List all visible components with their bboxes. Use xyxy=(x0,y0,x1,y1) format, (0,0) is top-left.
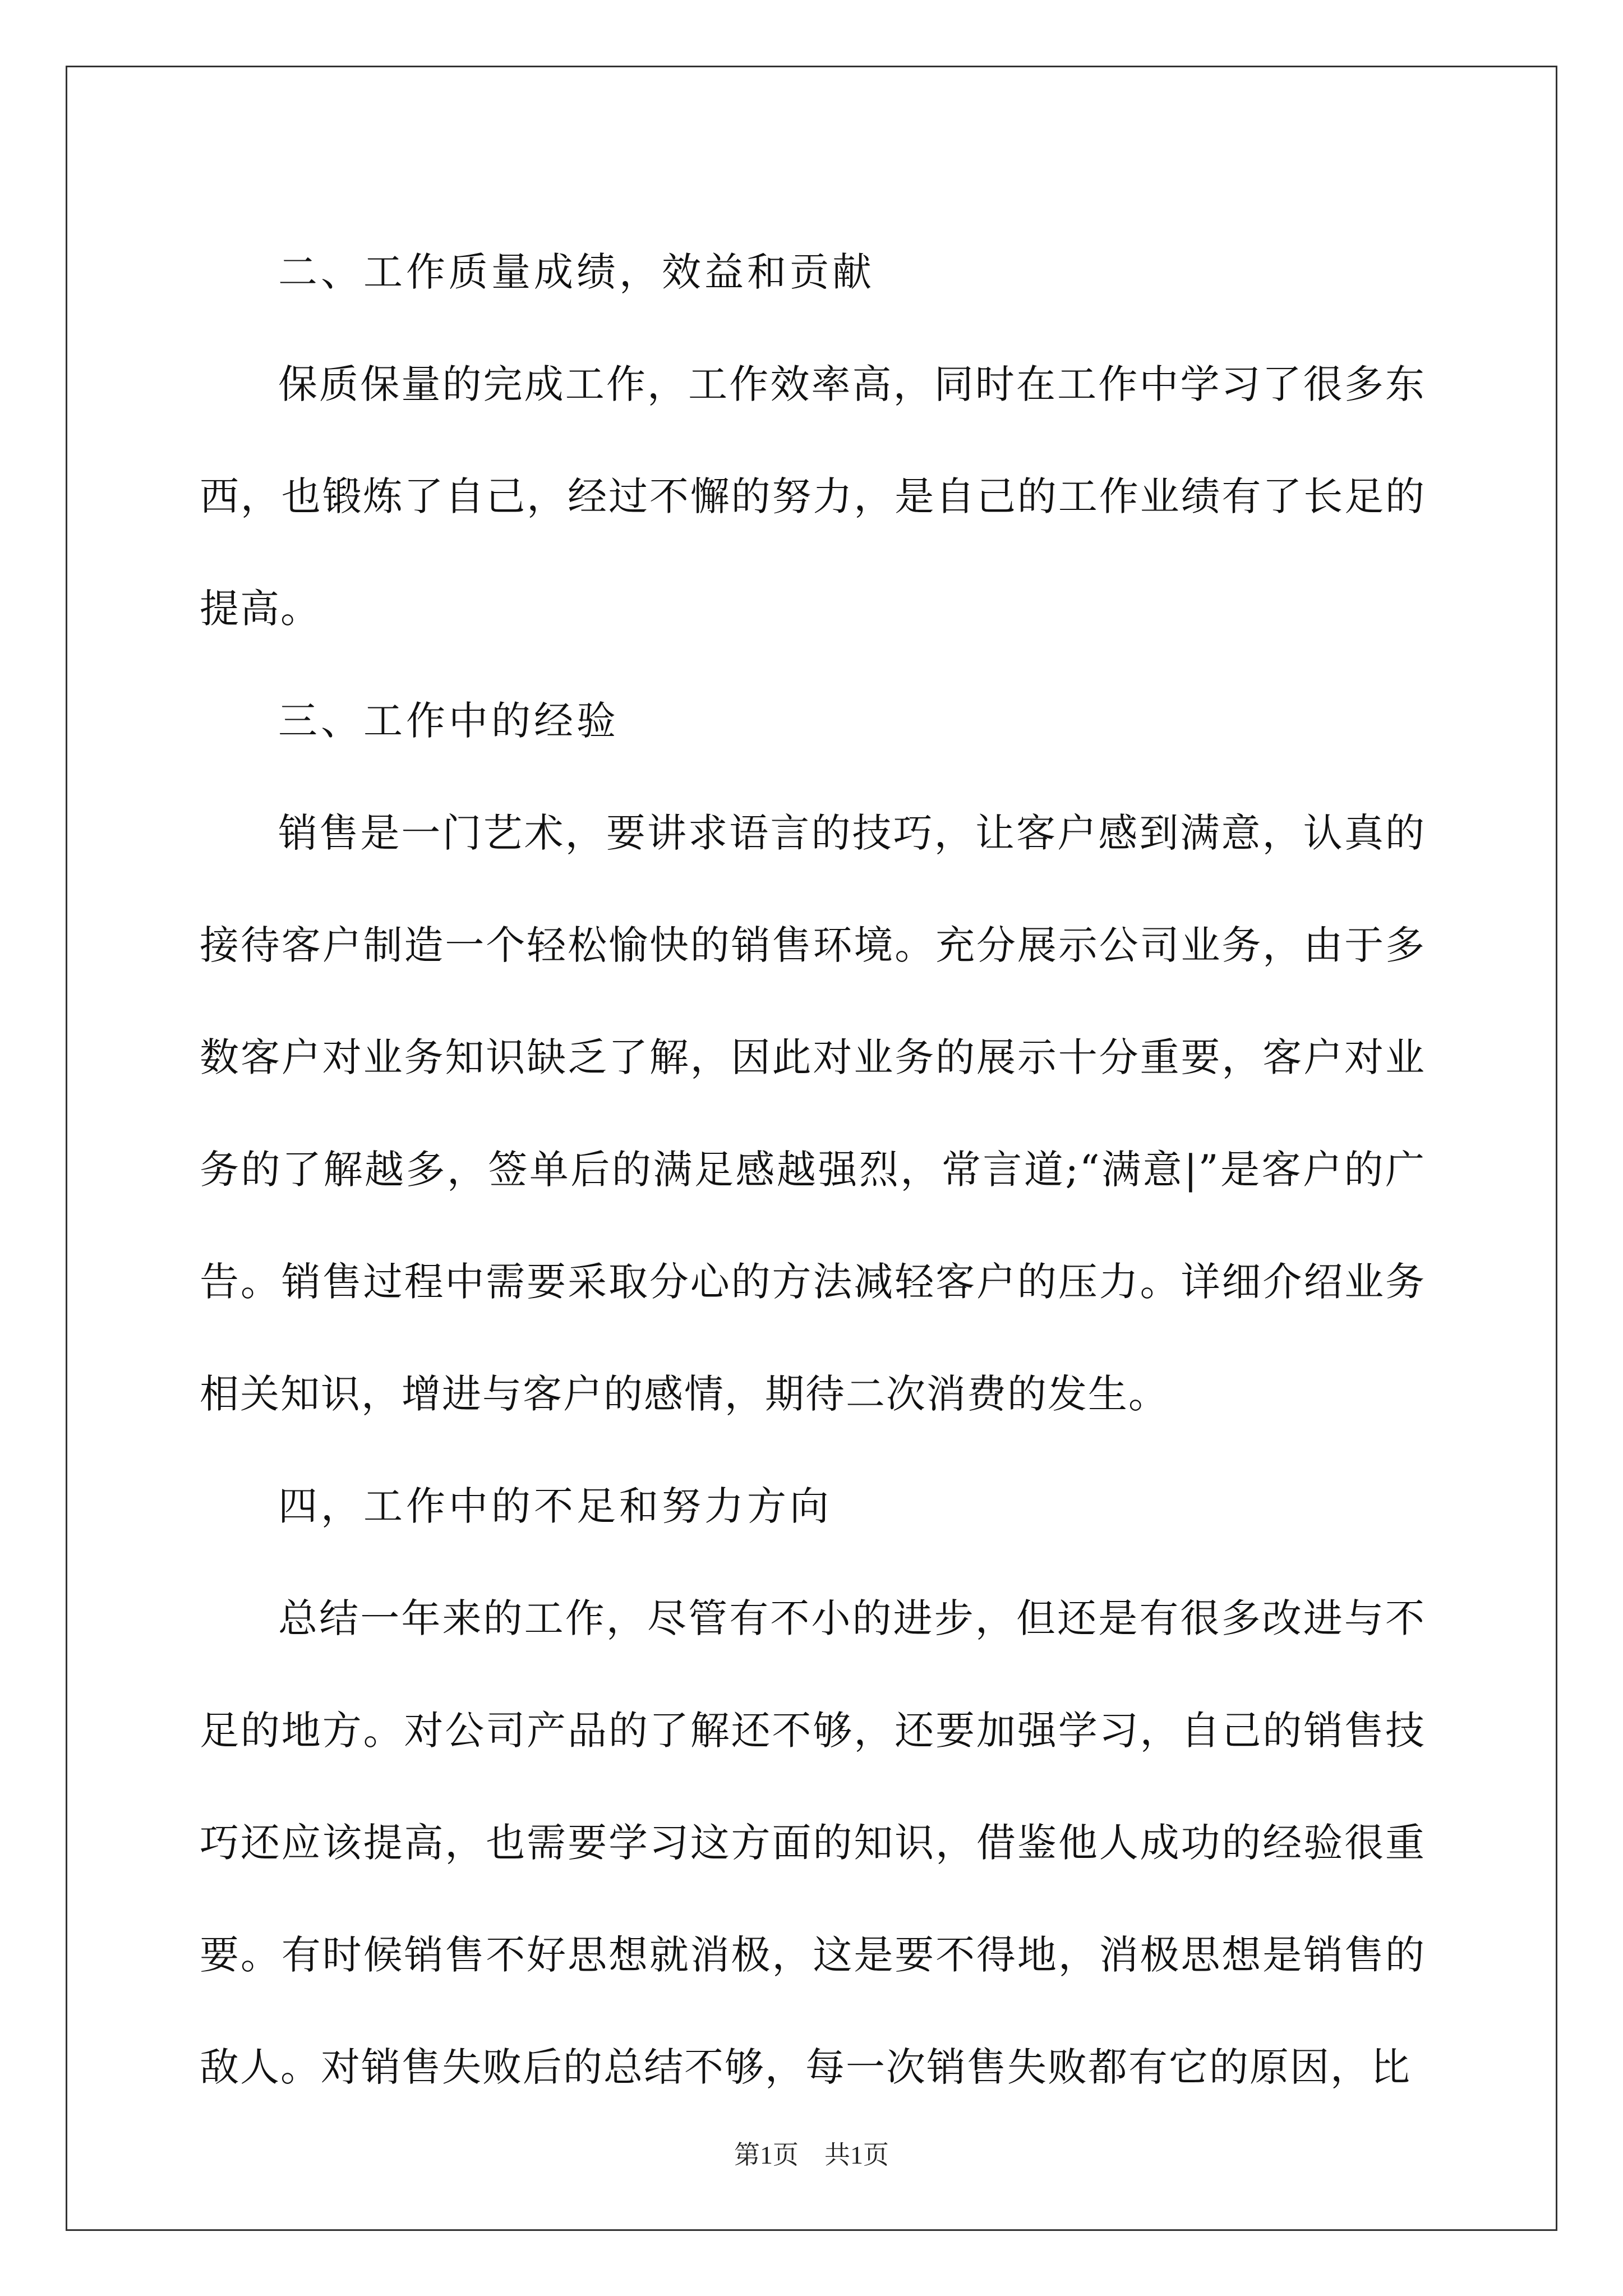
section-heading-4: 四，工作中的不足和努力方向 xyxy=(278,1483,832,1529)
paragraph-shortcomings: 总结一年来的工作，尽管有不小的进步，但还是有很多改进与不足的地方。对公司产品的了解还不够，还要加强学习，自己的销售技巧还应该提高，也需要学习这方面的知识，借鉴他人成功的经验很重要。有时候销售不好思想就消极，这是要不得地，消极思想是销售的敌人。对销售失败后的总结不够，每一次销售失败都有它的原因，比 xyxy=(200,1595,1426,2090)
section-heading-3: 三、工作中的经验 xyxy=(278,698,619,744)
section-heading-2: 二、工作质量成绩，效益和贡献 xyxy=(278,249,875,295)
paragraph-experience: 销售是一门艺术，要讲求语言的技巧，让客户感到满意，认真的接待客户制造一个轻松愉快的销售环境。充分展示公司业务，由于多数客户对业务知识缺乏了解，因此对业务的展示十分重要，客户对业务的了解越多，签单后的满足感越强烈，常言道;“满意|”是客户的广告。销售过程中需要采取分心的方法减轻客户的压力。详细介绍业务相关知识，增进与客户的感情，期待二次消费的发生。 xyxy=(200,810,1426,1417)
paragraph-quality: 保质保量的完成工作，工作效率高，同时在工作中学习了很多东西，也锻炼了自己，经过不懈的努力，是自己的工作业绩有了长足的提高。 xyxy=(200,361,1426,632)
page-number-footer: 第1页 共1页 xyxy=(734,2141,889,2169)
document-body xyxy=(200,216,1426,2123)
